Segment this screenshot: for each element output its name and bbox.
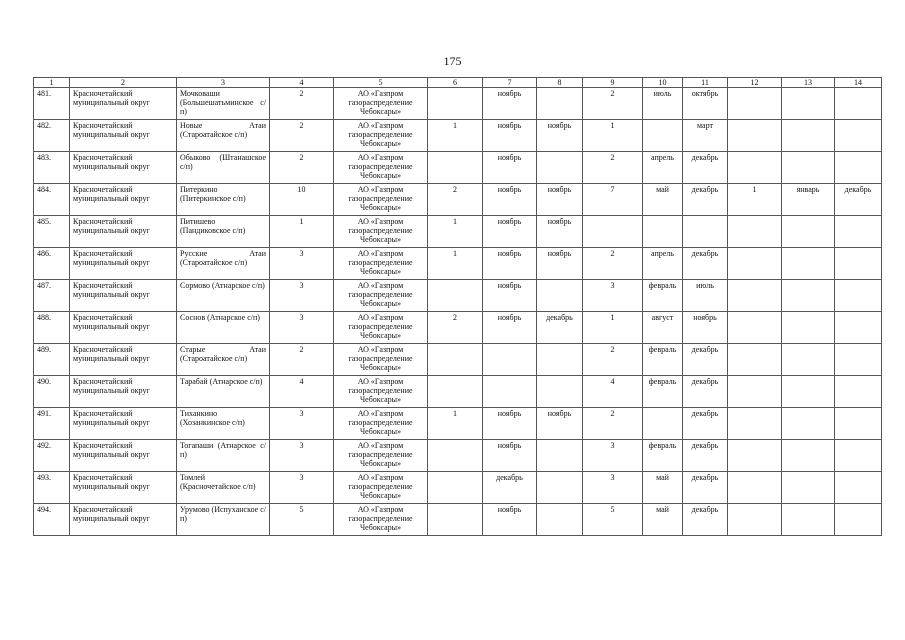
organization-cell: АО «Газпром газораспределение Чебоксары» — [334, 344, 428, 376]
table-row — [34, 408, 882, 440]
col12-cell — [728, 344, 782, 376]
col7-cell: ноябрь — [483, 440, 537, 472]
col9-cell: 5 — [583, 504, 643, 536]
col10-cell: июль — [643, 88, 683, 120]
settlement-cell: Питеркино (Питеркинское с/п) — [177, 184, 270, 216]
col8-cell: ноябрь — [537, 248, 583, 280]
col11-cell: декабрь — [683, 152, 728, 184]
col6-cell — [428, 472, 483, 504]
col14-cell — [835, 376, 882, 408]
column-header-6: 6 — [428, 78, 483, 88]
col8-cell — [537, 376, 583, 408]
district-cell: Красночетайский муниципальный округ — [70, 152, 177, 184]
col13-cell — [782, 344, 835, 376]
settlement-cell: Сормово (Атнарское с/п) — [177, 280, 270, 312]
col13-cell: январь — [782, 184, 835, 216]
row-number: 492. — [34, 440, 70, 472]
col8-cell: декабрь — [537, 312, 583, 344]
col8-cell: ноябрь — [537, 184, 583, 216]
col10-cell: февраль — [643, 376, 683, 408]
col14-cell — [835, 440, 882, 472]
col7-cell: ноябрь — [483, 88, 537, 120]
col11-cell: март — [683, 120, 728, 152]
col4-cell: 3 — [270, 408, 334, 440]
row-number: 481. — [34, 88, 70, 120]
table-row — [34, 280, 882, 312]
district-cell: Красночетайский муниципальный округ — [70, 216, 177, 248]
col4-cell: 3 — [270, 248, 334, 280]
col10-cell — [643, 408, 683, 440]
table-row — [34, 184, 882, 216]
col10-cell: февраль — [643, 344, 683, 376]
col14-cell — [835, 504, 882, 536]
column-header-8: 8 — [537, 78, 583, 88]
col10-cell — [643, 120, 683, 152]
col9-cell: 2 — [583, 88, 643, 120]
col11-cell: октябрь — [683, 88, 728, 120]
col4-cell: 2 — [270, 88, 334, 120]
organization-cell: АО «Газпром газораспределение Чебоксары» — [334, 248, 428, 280]
col4-cell: 1 — [270, 216, 334, 248]
col6-cell — [428, 344, 483, 376]
col4-cell: 3 — [270, 472, 334, 504]
row-number: 484. — [34, 184, 70, 216]
col6-cell — [428, 504, 483, 536]
col10-cell — [643, 216, 683, 248]
col6-cell — [428, 376, 483, 408]
col11-cell: декабрь — [683, 248, 728, 280]
organization-cell: АО «Газпром газораспределение Чебоксары» — [334, 120, 428, 152]
organization-cell: АО «Газпром газораспределение Чебоксары» — [334, 184, 428, 216]
table-row — [34, 440, 882, 472]
col6-cell: 2 — [428, 184, 483, 216]
organization-cell: АО «Газпром газораспределение Чебоксары» — [334, 312, 428, 344]
col8-cell — [537, 344, 583, 376]
col6-cell: 1 — [428, 216, 483, 248]
col10-cell: май — [643, 472, 683, 504]
col14-cell — [835, 216, 882, 248]
col9-cell: 2 — [583, 408, 643, 440]
col4-cell: 2 — [270, 152, 334, 184]
col12-cell: 1 — [728, 184, 782, 216]
column-header-14: 14 — [835, 78, 882, 88]
settlement-cell: Русские Атаи (Староатайское с/п) — [177, 248, 270, 280]
col6-cell: 1 — [428, 248, 483, 280]
col13-cell — [782, 376, 835, 408]
column-header-11: 11 — [683, 78, 728, 88]
table-row — [34, 248, 882, 280]
col12-cell — [728, 216, 782, 248]
column-header-10: 10 — [643, 78, 683, 88]
col6-cell: 1 — [428, 120, 483, 152]
col12-cell — [728, 248, 782, 280]
col4-cell: 3 — [270, 440, 334, 472]
table-row — [34, 376, 882, 408]
column-header-7: 7 — [483, 78, 537, 88]
district-cell: Красночетайский муниципальный округ — [70, 344, 177, 376]
col11-cell: ноябрь — [683, 312, 728, 344]
col9-cell: 3 — [583, 280, 643, 312]
col7-cell — [483, 344, 537, 376]
row-number: 493. — [34, 472, 70, 504]
settlement-cell: Обыково (Штанашское с/п) — [177, 152, 270, 184]
col8-cell — [537, 504, 583, 536]
col8-cell: ноябрь — [537, 216, 583, 248]
col12-cell — [728, 408, 782, 440]
table-row — [34, 120, 882, 152]
header-row — [34, 78, 882, 88]
col9-cell: 2 — [583, 344, 643, 376]
settlement-cell: Питишево (Пандиковское с/п) — [177, 216, 270, 248]
col9-cell: 3 — [583, 440, 643, 472]
col14-cell — [835, 312, 882, 344]
col9-cell: 7 — [583, 184, 643, 216]
table-row — [34, 344, 882, 376]
table-row — [34, 312, 882, 344]
organization-cell: АО «Газпром газораспределение Чебоксары» — [334, 88, 428, 120]
col8-cell — [537, 472, 583, 504]
district-cell: Красночетайский муниципальный округ — [70, 184, 177, 216]
col9-cell: 3 — [583, 472, 643, 504]
row-number: 483. — [34, 152, 70, 184]
col12-cell — [728, 152, 782, 184]
col12-cell — [728, 504, 782, 536]
col4-cell: 2 — [270, 344, 334, 376]
col8-cell — [537, 280, 583, 312]
table-row — [34, 472, 882, 504]
row-number: 486. — [34, 248, 70, 280]
col4-cell: 2 — [270, 120, 334, 152]
settlement-cell: Соснов (Атнарское с/п) — [177, 312, 270, 344]
col13-cell — [782, 248, 835, 280]
col14-cell — [835, 248, 882, 280]
col7-cell: ноябрь — [483, 280, 537, 312]
organization-cell: АО «Газпром газораспределение Чебоксары» — [334, 504, 428, 536]
col7-cell: ноябрь — [483, 248, 537, 280]
table-row — [34, 216, 882, 248]
district-cell: Красночетайский муниципальный округ — [70, 376, 177, 408]
col9-cell — [583, 216, 643, 248]
col11-cell: декабрь — [683, 472, 728, 504]
settlement-cell: Томлей (Красночетайское с/п) — [177, 472, 270, 504]
settlement-cell: Урумово (Испуханское с/п) — [177, 504, 270, 536]
row-number: 488. — [34, 312, 70, 344]
gasification-table — [33, 77, 882, 536]
column-header-5: 5 — [334, 78, 428, 88]
district-cell: Красночетайский муниципальный округ — [70, 120, 177, 152]
district-cell: Красночетайский муниципальный округ — [70, 504, 177, 536]
table-row — [34, 504, 882, 536]
column-header-2: 2 — [70, 78, 177, 88]
row-number: 487. — [34, 280, 70, 312]
column-header-3: 3 — [177, 78, 270, 88]
table-row — [34, 152, 882, 184]
col13-cell — [782, 88, 835, 120]
organization-cell: АО «Газпром газораспределение Чебоксары» — [334, 152, 428, 184]
col7-cell: ноябрь — [483, 152, 537, 184]
col14-cell: декабрь — [835, 184, 882, 216]
district-cell: Красночетайский муниципальный округ — [70, 408, 177, 440]
organization-cell: АО «Газпром газораспределение Чебоксары» — [334, 440, 428, 472]
col8-cell: ноябрь — [537, 120, 583, 152]
settlement-cell: Тогапаши (Атнарское с/п) — [177, 440, 270, 472]
row-number: 491. — [34, 408, 70, 440]
table-body — [34, 88, 882, 536]
col4-cell: 10 — [270, 184, 334, 216]
col13-cell — [782, 152, 835, 184]
district-cell: Красночетайский муниципальный округ — [70, 280, 177, 312]
column-header-1: 1 — [34, 78, 70, 88]
col9-cell: 1 — [583, 120, 643, 152]
settlement-cell: Старые Атаи (Староатайское с/п) — [177, 344, 270, 376]
col13-cell — [782, 120, 835, 152]
col7-cell: ноябрь — [483, 408, 537, 440]
col7-cell: декабрь — [483, 472, 537, 504]
col13-cell — [782, 440, 835, 472]
col6-cell: 2 — [428, 312, 483, 344]
col6-cell — [428, 88, 483, 120]
row-number: 489. — [34, 344, 70, 376]
col11-cell — [683, 216, 728, 248]
col11-cell: июль — [683, 280, 728, 312]
col8-cell — [537, 440, 583, 472]
col9-cell: 2 — [583, 248, 643, 280]
col13-cell — [782, 408, 835, 440]
organization-cell: АО «Газпром газораспределение Чебоксары» — [334, 280, 428, 312]
col8-cell: ноябрь — [537, 408, 583, 440]
col7-cell: ноябрь — [483, 184, 537, 216]
organization-cell: АО «Газпром газораспределение Чебоксары» — [334, 216, 428, 248]
col10-cell: май — [643, 504, 683, 536]
col11-cell: декабрь — [683, 184, 728, 216]
row-number: 485. — [34, 216, 70, 248]
col6-cell — [428, 440, 483, 472]
col7-cell: ноябрь — [483, 216, 537, 248]
district-cell: Красночетайский муниципальный округ — [70, 312, 177, 344]
column-header-12: 12 — [728, 78, 782, 88]
col12-cell — [728, 312, 782, 344]
col12-cell — [728, 472, 782, 504]
col13-cell — [782, 216, 835, 248]
col13-cell — [782, 312, 835, 344]
col10-cell: август — [643, 312, 683, 344]
col10-cell: февраль — [643, 440, 683, 472]
col11-cell: декабрь — [683, 408, 728, 440]
col12-cell — [728, 280, 782, 312]
col6-cell — [428, 280, 483, 312]
column-header-4: 4 — [270, 78, 334, 88]
col9-cell: 4 — [583, 376, 643, 408]
settlement-cell: Тарабай (Атнарское с/п) — [177, 376, 270, 408]
district-cell: Красночетайский муниципальный округ — [70, 88, 177, 120]
col14-cell — [835, 152, 882, 184]
organization-cell: АО «Газпром газораспределение Чебоксары» — [334, 408, 428, 440]
col10-cell: май — [643, 184, 683, 216]
page-number: 175 — [443, 54, 462, 68]
col11-cell: декабрь — [683, 440, 728, 472]
col14-cell — [835, 472, 882, 504]
col12-cell — [728, 376, 782, 408]
col6-cell: 1 — [428, 408, 483, 440]
row-number: 482. — [34, 120, 70, 152]
table-header — [34, 78, 882, 88]
col4-cell: 3 — [270, 312, 334, 344]
table-row — [34, 88, 882, 120]
col7-cell — [483, 376, 537, 408]
col10-cell: февраль — [643, 280, 683, 312]
col13-cell — [782, 504, 835, 536]
col8-cell — [537, 152, 583, 184]
col14-cell — [835, 408, 882, 440]
organization-cell: АО «Газпром газораспределение Чебоксары» — [334, 376, 428, 408]
col14-cell — [835, 280, 882, 312]
col12-cell — [728, 440, 782, 472]
settlement-cell: Новые Атаи (Староатайское с/п) — [177, 120, 270, 152]
organization-cell: АО «Газпром газораспределение Чебоксары» — [334, 472, 428, 504]
col14-cell — [835, 88, 882, 120]
column-header-9: 9 — [583, 78, 643, 88]
col14-cell — [835, 120, 882, 152]
col11-cell: декабрь — [683, 376, 728, 408]
col8-cell — [537, 88, 583, 120]
col6-cell — [428, 152, 483, 184]
row-number: 494. — [34, 504, 70, 536]
col14-cell — [835, 344, 882, 376]
col4-cell: 3 — [270, 280, 334, 312]
settlement-cell: Тиханкино (Хозанкинское с/п) — [177, 408, 270, 440]
settlement-cell: Мочковаши (Большешатьминское с/п) — [177, 88, 270, 120]
col4-cell: 4 — [270, 376, 334, 408]
col10-cell: апрель — [643, 248, 683, 280]
col11-cell: декабрь — [683, 344, 728, 376]
col12-cell — [728, 88, 782, 120]
col4-cell: 5 — [270, 504, 334, 536]
col9-cell: 1 — [583, 312, 643, 344]
district-cell: Красночетайский муниципальный округ — [70, 440, 177, 472]
col7-cell: ноябрь — [483, 312, 537, 344]
col11-cell: декабрь — [683, 504, 728, 536]
col7-cell: ноябрь — [483, 504, 537, 536]
col13-cell — [782, 280, 835, 312]
col7-cell: ноябрь — [483, 120, 537, 152]
district-cell: Красночетайский муниципальный округ — [70, 472, 177, 504]
column-header-13: 13 — [782, 78, 835, 88]
district-cell: Красночетайский муниципальный округ — [70, 248, 177, 280]
row-number: 490. — [34, 376, 70, 408]
col9-cell: 2 — [583, 152, 643, 184]
col10-cell: апрель — [643, 152, 683, 184]
col12-cell — [728, 120, 782, 152]
col13-cell — [782, 472, 835, 504]
